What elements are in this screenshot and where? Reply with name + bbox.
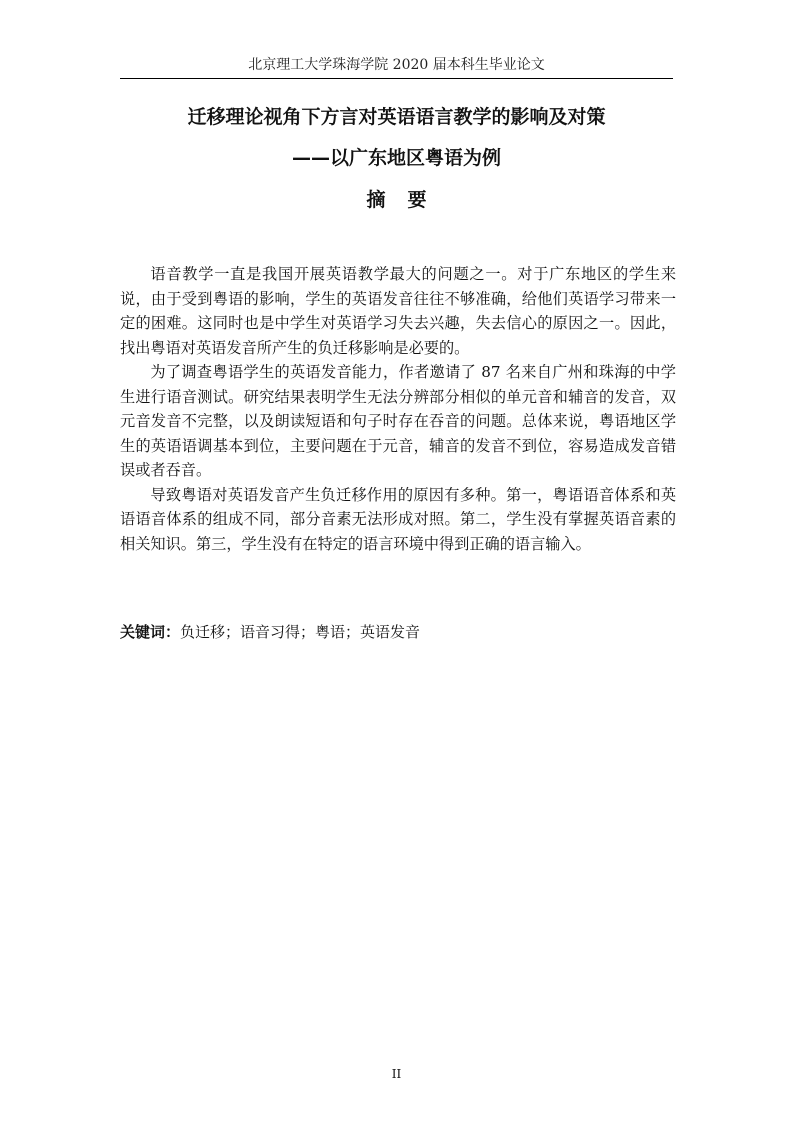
thesis-title: 迁移理论视角下方言对英语语言教学的影响及对策 bbox=[187, 106, 606, 128]
abstract-paragraph-1: 语音教学一直是我国开展英语教学最大的问题之一。对于广东地区的学生来说，由于受到粤语的影响，学生的英语发音往往不够准确，给他们英语学习带来一定的困难。这同时也是中学生对英语学习失去兴趣，失去信心的原因之一。因此，找出粤语对英语发音所产生的负迁移影响是必要的。 bbox=[120, 265, 676, 357]
keywords-value: 负迁移；语音习得；粤语；英语发音 bbox=[180, 623, 421, 641]
keywords bbox=[120, 620, 676, 644]
abstract-heading: 摘要 bbox=[366, 189, 449, 211]
page-number: II bbox=[391, 1067, 402, 1081]
abstract-paragraph-3: 导致粤语对英语发音产生负迁移作用的原因有多种。第一，粤语语音体系和英语语音体系的组成不同，部分音素无法形成对照。第二，学生没有掌握英语音素的相关知识。第三，学生没有在特定的语言环境中得到正确的语言输入。 bbox=[120, 485, 676, 553]
abstract-paragraph-2: 为了调查粤语学生的英语发音能力，作者邀请了 87 名来自广州和珠海的中学生进行语音测试。研究结果表明学生无法分辨部分相似的单元音和辅音的发音，双元音发音不完整，以及朗读短语和句子时存在吞音的问题。总体来说，粤语地区学生的英语语调基本到位，主要问题在于元音，辅音的发音不到位，容易造成发音错误或者吞音。 bbox=[120, 363, 676, 479]
header-rule bbox=[120, 78, 673, 79]
thesis-subtitle: ——以广东地区粤语为例 bbox=[291, 147, 501, 169]
page-header: 北京理工大学珠海学院 2020 届本科生毕业论文 bbox=[248, 57, 545, 73]
keywords-label: 关键词： bbox=[120, 623, 181, 641]
abstract-body bbox=[120, 262, 676, 556]
